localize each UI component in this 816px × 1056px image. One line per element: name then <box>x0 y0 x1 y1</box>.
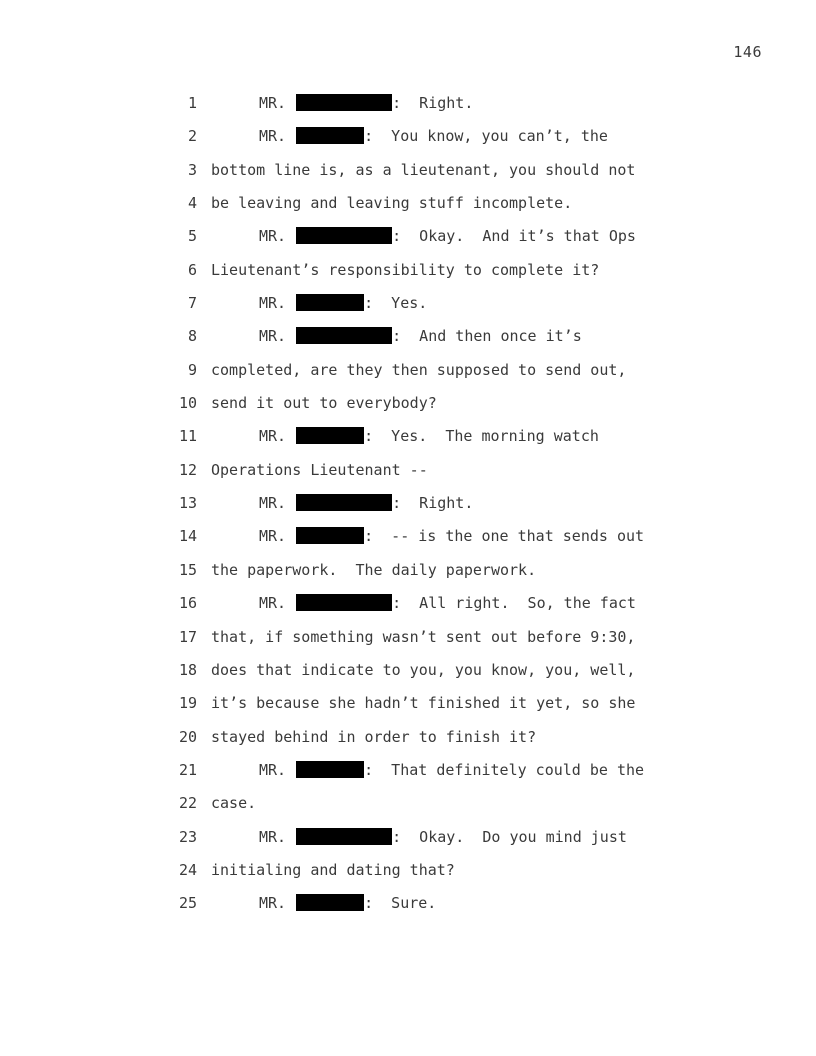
spoken-text: Lieutenant’s responsibility to complete it? <box>211 260 600 279</box>
line-text <box>211 690 635 716</box>
line-text <box>211 390 437 416</box>
spoken-text: does that indicate to you, you know, you, well, <box>211 660 636 679</box>
line-text <box>259 223 636 249</box>
transcript-line <box>0 457 816 490</box>
line-text <box>211 857 455 883</box>
line-number: 17 <box>178 627 197 646</box>
transcript-line <box>0 257 816 290</box>
line-number: 14 <box>178 527 197 546</box>
line-number: 1 <box>187 94 197 112</box>
line-number: 22 <box>178 794 197 813</box>
transcript-line <box>0 890 816 923</box>
speaker-label: MR. <box>259 127 287 146</box>
line-text <box>211 624 635 650</box>
transcript-line <box>0 223 816 256</box>
speaker-label: MR. <box>259 594 287 613</box>
transcript-line <box>0 123 816 156</box>
line-number: 24 <box>178 860 197 879</box>
transcript-line <box>0 724 816 757</box>
transcript-line <box>0 490 816 523</box>
page-number: 146 <box>733 43 762 61</box>
speaker-label: MR. <box>259 227 287 246</box>
transcript-line <box>0 657 816 690</box>
transcript-line <box>0 757 816 790</box>
redaction-box <box>296 294 364 311</box>
line-number: 21 <box>178 760 197 779</box>
line-text <box>211 657 635 683</box>
line-number: 5 <box>187 227 197 246</box>
line-number: 3 <box>187 160 197 179</box>
line-number: 13 <box>178 494 197 513</box>
redaction-box <box>296 828 392 845</box>
speaker-label: MR. <box>259 94 287 112</box>
spoken-text: : Right. <box>392 94 474 112</box>
spoken-text: : All right. So, the fact <box>392 594 636 613</box>
speaker-label: MR. <box>259 494 287 513</box>
line-text <box>211 357 626 383</box>
transcript-line <box>0 390 816 423</box>
line-text <box>259 290 427 316</box>
transcript-line <box>0 157 816 190</box>
redaction-box <box>296 327 392 344</box>
spoken-text: the paperwork. The daily paperwork. <box>211 560 537 579</box>
redaction-box <box>296 94 392 111</box>
line-text <box>211 557 536 583</box>
redaction-box <box>296 227 392 244</box>
transcript-line <box>0 624 816 657</box>
spoken-text: : Yes. <box>364 294 428 313</box>
transcript-line <box>0 323 816 356</box>
line-text <box>211 157 635 183</box>
line-number: 4 <box>187 194 197 213</box>
redaction-box <box>296 594 392 611</box>
line-number: 18 <box>178 660 197 679</box>
line-number: 7 <box>187 294 197 313</box>
line-text <box>259 423 599 449</box>
transcript-line <box>0 423 816 456</box>
line-text <box>259 490 473 516</box>
speaker-label: MR. <box>259 294 287 313</box>
transcript-line <box>0 357 816 390</box>
line-number: 12 <box>178 460 197 479</box>
redaction-box <box>296 494 392 511</box>
spoken-text: : Yes. The morning watch <box>364 427 599 446</box>
transcript-line <box>0 824 816 857</box>
spoken-text: that, if something wasn’t sent out before 9:30, <box>211 627 636 646</box>
spoken-text: : Okay. And it’s that Ops <box>392 227 636 246</box>
line-number: 19 <box>178 694 197 713</box>
spoken-text: : Okay. Do you mind just <box>392 827 627 846</box>
transcript-line <box>0 290 816 323</box>
speaker-label: MR. <box>259 527 287 546</box>
line-number: 25 <box>178 894 197 913</box>
line-text <box>259 123 608 149</box>
spoken-text: : Right. <box>392 494 474 513</box>
transcript-line <box>0 190 816 223</box>
line-number: 6 <box>187 260 197 279</box>
spoken-text: Operations Lieutenant -- <box>211 460 428 479</box>
spoken-text: bottom line is, as a lieutenant, you should not <box>211 160 636 179</box>
line-number: 2 <box>187 127 197 146</box>
transcript-line <box>0 690 816 723</box>
spoken-text: initialing and dating that? <box>211 860 455 879</box>
speaker-label: MR. <box>259 894 287 913</box>
line-text <box>259 90 473 116</box>
redaction-box <box>296 127 364 144</box>
spoken-text: case. <box>211 794 257 813</box>
redaction-box <box>296 427 364 444</box>
line-number: 11 <box>178 427 197 446</box>
line-text <box>211 790 256 816</box>
line-text <box>259 824 627 850</box>
line-number: 8 <box>187 327 197 346</box>
line-text <box>259 757 644 783</box>
line-text <box>211 457 428 483</box>
redaction-box <box>296 894 364 911</box>
spoken-text: be leaving and leaving stuff incomplete. <box>211 194 573 213</box>
transcript-line <box>0 790 816 823</box>
spoken-text: : You know, you can’t, the <box>364 127 608 146</box>
line-text <box>259 523 644 549</box>
line-number: 9 <box>187 360 197 379</box>
spoken-text: completed, are they then supposed to send out, <box>211 360 627 379</box>
line-number: 20 <box>178 727 197 746</box>
speaker-label: MR. <box>259 427 287 446</box>
transcript-body <box>0 90 816 924</box>
transcript-line <box>0 590 816 623</box>
line-text <box>259 590 636 616</box>
line-text <box>211 257 599 283</box>
redaction-box <box>296 761 364 778</box>
transcript-line <box>0 857 816 890</box>
line-text <box>259 890 436 916</box>
spoken-text: : -- is the one that sends out <box>364 527 645 546</box>
line-number: 16 <box>178 594 197 613</box>
transcript-line <box>0 90 816 123</box>
transcript-line <box>0 557 816 590</box>
line-text <box>259 323 582 349</box>
line-number: 15 <box>178 560 197 579</box>
speaker-label: MR. <box>259 760 287 779</box>
spoken-text: : And then once it’s <box>392 327 582 346</box>
redaction-box <box>296 527 364 544</box>
line-text <box>211 724 536 750</box>
speaker-label: MR. <box>259 327 287 346</box>
spoken-text: send it out to everybody? <box>211 394 437 413</box>
line-text <box>211 190 572 216</box>
speaker-label: MR. <box>259 827 287 846</box>
spoken-text: : That definitely could be the <box>364 760 645 779</box>
transcript-line <box>0 523 816 556</box>
line-number: 10 <box>178 394 197 413</box>
spoken-text: : Sure. <box>364 894 437 913</box>
spoken-text: stayed behind in order to finish it? <box>211 727 537 746</box>
line-number: 23 <box>178 827 197 846</box>
spoken-text: it’s because she hadn’t finished it yet, so she <box>211 694 636 713</box>
